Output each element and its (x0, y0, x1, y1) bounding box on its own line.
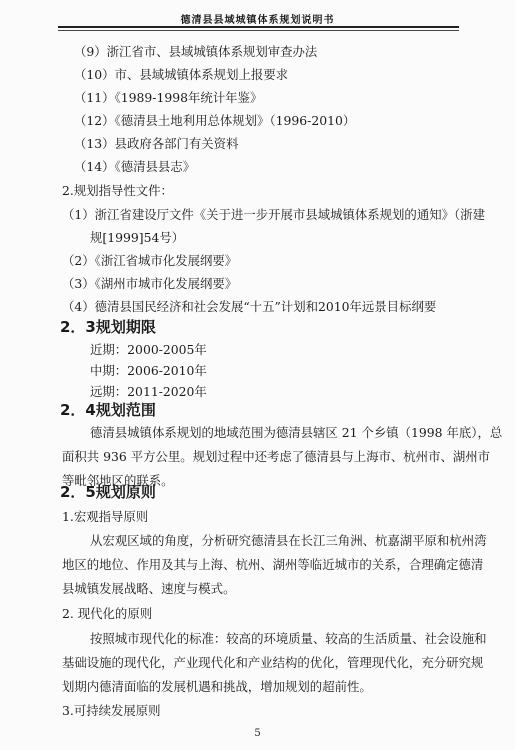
running-header: 德清县县域城镇体系规划说明书 (180, 15, 335, 26)
period-item: 近期：2000-2005年 (90, 342, 207, 357)
list-item: （13）县政府各部门有关资料 (74, 136, 239, 151)
subheading: 2.规划指导性文件： (62, 183, 173, 198)
section-heading: 2．3规划期限 (60, 318, 156, 336)
list-item: （9）浙江省市、县域城镇体系规划审查办法 (74, 44, 318, 59)
list-item: （4）德清县国民经济和社会发展“十五”计划和2010年远景目标纲要 (62, 299, 437, 314)
list-item: （11）《1989-1998年统计年鉴》 (74, 90, 263, 105)
page-number: 5 (254, 728, 261, 739)
subheading: 3.可持续发展原则 (62, 703, 161, 718)
list-item: （3）《湖州市城市化发展纲要》 (62, 276, 238, 291)
subheading: 1.宏观指导原则 (62, 509, 149, 524)
header-rule (58, 26, 459, 28)
period-item: 中期：2006-2010年 (90, 363, 207, 378)
list-item: （12）《德清县土地利用总体规划》（1996-2010） (74, 113, 356, 128)
header-rule-thin (58, 30, 459, 31)
paragraph-line: 等毗邻地区的联系。 (62, 473, 174, 488)
paragraph-line: 面积共 936 平方公里。规划过程中还考虑了德清县与上海市、杭州市、湖州市 (62, 449, 491, 464)
subheading: 2. 现代化的原则 (62, 606, 153, 621)
paragraph-line: 从宏观区域的角度，分析研究德清县在长江三角洲、杭嘉湖平原和杭州湾 (90, 533, 487, 548)
paragraph-line: 按照城市现代化的标准：较高的环境质量、较高的生活质量、社会设施和 (90, 631, 487, 646)
paragraph-line: 地区的地位、作用及其与上海、杭州、湖州等临近城市的关系，合理确定德清 (62, 557, 484, 572)
list-item: （1）浙江省建设厅文件《关于进一步开展市县域城镇体系规划的通知》（浙建 (62, 207, 485, 222)
period-item: 远期：2011-2020年 (90, 384, 207, 399)
paragraph-line: 基础设施的现代化，产业现代化和产业结构的优化，管理现代化，充分研究规 (62, 655, 484, 670)
list-item: （2）《浙江省城市化发展纲要》 (62, 253, 238, 268)
paragraph-line: 德清县城镇体系规划的地域范围为德清县辖区 21 个乡镇（1998 年底），总 (90, 425, 503, 440)
list-item-continuation: 规[1999]54号） (90, 230, 185, 245)
list-item: （10）市、县域城镇体系规划上报要求 (74, 67, 289, 82)
paragraph-line: 县城镇发展战略、速度与模式。 (62, 581, 236, 596)
paragraph-line: 划期内德清面临的发展机遇和挑战，增加规划的超前性。 (62, 679, 372, 694)
list-item: （14）《德清县县志》 (74, 159, 196, 174)
section-heading: 2．5规划原则 (60, 483, 156, 501)
section-heading: 2．4规划范围 (60, 401, 156, 419)
